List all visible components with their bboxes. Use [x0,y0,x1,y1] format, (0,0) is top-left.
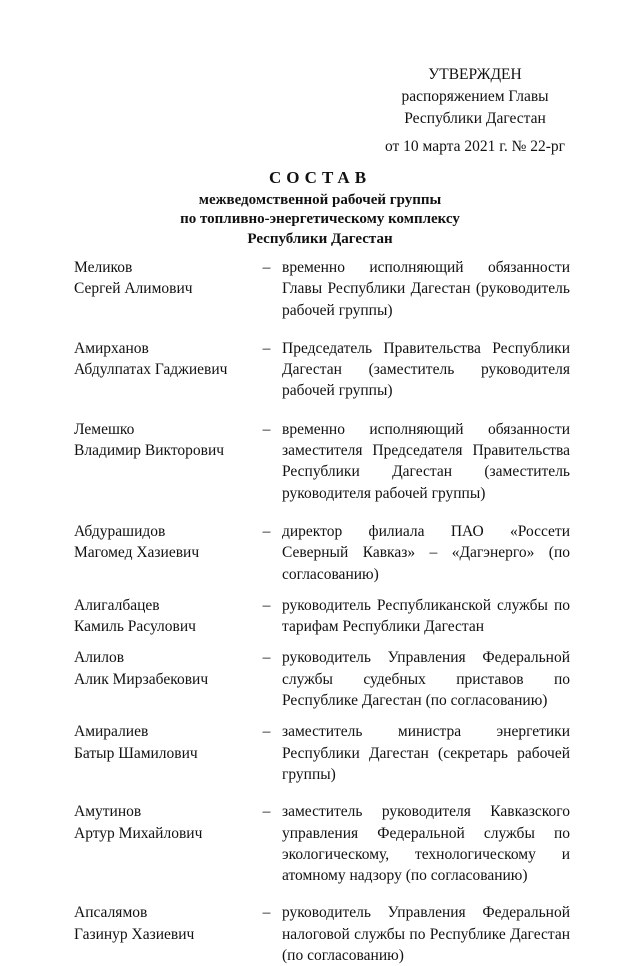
member-dash: – [262,259,271,276]
member-dash: – [262,522,271,540]
members-list [74,257,570,966]
member-surname: Амиралиев [74,723,149,741]
member-role: директор филиала ПАО «Россети Северный Кавказ» – «Дагэнерго» (по согласованию) [282,522,570,583]
member-name [74,257,251,300]
member-surname: Лемешко [74,420,135,438]
member-row [74,801,570,886]
document-title [0,168,640,249]
member-name [74,721,251,764]
member-name [74,595,251,638]
title-line-1: межведомственной рабочей группы [198,191,442,208]
member-name [74,801,251,844]
member-row [74,257,570,321]
member-name [74,647,251,690]
member-surname: Абдурашидов [74,522,166,540]
approval-date-number: от 10 марта 2021 г. № 22-рг [384,138,566,155]
member-row [74,595,570,638]
member-surname: Апсалямов [74,904,148,922]
approval-stamp [360,64,590,158]
member-dash: – [262,420,271,438]
member-given-name: Камиль Расулович [74,618,196,636]
member-role: руководитель Управления Федеральной службы судебных приставов по Республике Дагестан (по согласованию) [282,649,570,710]
member-given-name: Артур Михайлович [74,824,203,842]
member-dash: – [262,339,271,357]
member-role: руководитель Республиканской службы по тарифам Республики Дагестан [282,596,570,636]
member-given-name: Батыр Шамилович [74,744,198,762]
title-line-3: Республики Дагестан [247,230,393,247]
approval-line-2: Республики Дагестан [404,110,546,127]
member-given-name: Сергей Алимович [74,280,193,298]
member-surname: Меликов [74,259,133,276]
member-name [74,419,251,462]
member-role: временно исполняющий обязанности заместителя Председателя Правительства Республики Дагестан (заместитель руководителя рабочей группы) [282,420,570,502]
title-line-2: по топливно-энергетическому комплексу [180,211,460,227]
member-name [74,521,251,564]
member-given-name: Газинур Хазиевич [74,925,195,943]
member-row [74,721,570,785]
member-dash: – [262,596,271,614]
approval-status: УТВЕРЖДЕН [428,66,522,83]
member-role: временно исполняющий обязанности Главы Республики Дагестан (руководитель рабочей группы) [282,259,570,319]
member-surname: Амирханов [74,339,149,357]
member-dash: – [262,723,271,741]
title-main: СОСТАВ [268,168,372,187]
member-role: заместитель министра энергетики Республики Дагестан (секретарь рабочей группы) [282,723,570,783]
member-surname: Амутинов [74,803,142,821]
member-surname: Алигалбацев [74,596,160,614]
member-surname: Алилов [74,649,125,667]
member-row [74,521,570,585]
member-given-name: Владимир Викторович [74,442,225,460]
member-given-name: Абдулпатах Гаджиевич [74,361,228,379]
member-name [74,902,251,945]
member-role: руководитель Управления Федеральной налоговой службы по Республике Дагестан (по согласованию) [282,904,570,965]
member-role: заместитель руководителя Кавказского управления Федеральной службы по экологическому, технологическому и атомному надзору (по согласованию) [282,803,570,885]
member-dash: – [262,803,271,821]
member-row [74,419,570,504]
member-row [74,647,570,711]
member-row [74,338,570,402]
member-given-name: Алик Мирзабекович [74,670,209,688]
member-row [74,902,570,966]
member-name [74,338,251,381]
member-role: Председатель Правительства Республики Дагестан (заместитель руководителя рабочей группы) [282,339,570,400]
approval-line-1: распоряжением Главы [401,88,549,105]
member-dash: – [262,904,271,922]
member-dash: – [262,649,271,667]
member-given-name: Магомед Хазиевич [74,544,200,562]
